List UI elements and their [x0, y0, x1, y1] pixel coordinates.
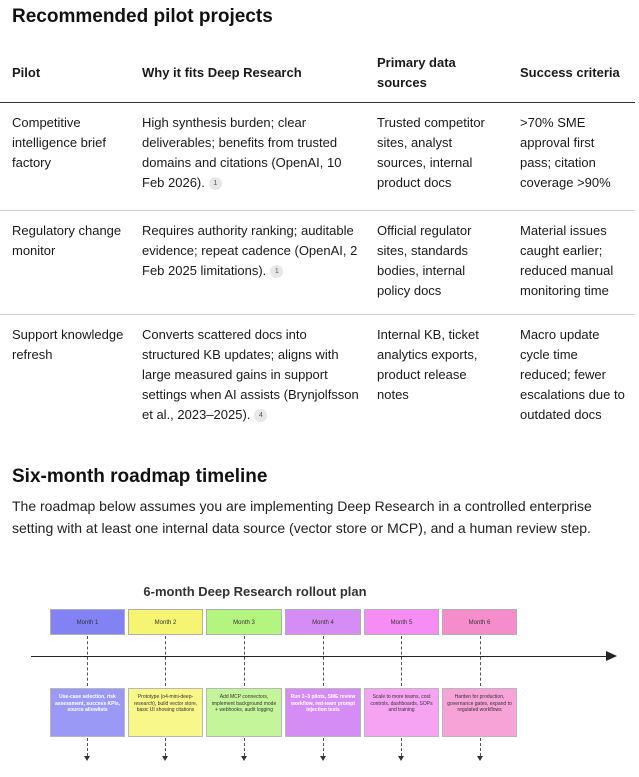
- month-2-box: Month 2: [128, 609, 203, 635]
- pilot-cell: Support knowledge refresh: [12, 327, 124, 362]
- table-header-row: [0, 44, 635, 103]
- citation-badge[interactable]: 1: [209, 177, 222, 190]
- table-row: [0, 211, 635, 315]
- pilots-heading: Recommended pilot projects: [12, 6, 273, 27]
- month-1-box: Month 1: [50, 609, 125, 635]
- table-row: [0, 103, 635, 211]
- month-5-detail: Scale to more teams, cost controls, dashboards, SOPs and training: [364, 688, 439, 737]
- month-4-detail: Run 2–3 pilots, SME review workflow, red-team prompt injection tests: [285, 688, 361, 737]
- month-3-box: Month 3: [206, 609, 282, 635]
- month-5-connector: [401, 636, 402, 686]
- criteria-cell: Macro update cycle time reduced; fewer escalations due to outdated docs: [520, 327, 625, 422]
- month-1-arrow-down: [84, 756, 90, 761]
- month-6-arrow-down: [477, 756, 483, 761]
- citation-badge[interactable]: 1: [270, 265, 283, 278]
- month-3-connector: [244, 636, 245, 686]
- month-6-detail: Harden for production, governance gates, expand to regulated workflows: [442, 688, 517, 737]
- why-cell: [130, 315, 365, 441]
- roadmap-heading: Six-month roadmap timeline: [12, 466, 268, 487]
- col-header-criteria: Success criteria: [508, 44, 635, 103]
- table-row: [0, 315, 635, 441]
- month-1-connector: [87, 636, 88, 686]
- timeline-title: 6-month Deep Research rollout plan: [143, 584, 367, 599]
- pilot-cell: Competitive intelligence brief factory: [0, 103, 130, 211]
- month-4-connector: [323, 636, 324, 686]
- roadmap-intro: The roadmap below assumes you are implementing Deep Research in a controlled enterprise setting with at least one internal data source (vector store or MCP), and a human review step.: [12, 498, 592, 536]
- month-6-down-line: [480, 738, 481, 756]
- sources-cell: Trusted competitor sites, analyst sources, internal product docs: [365, 103, 508, 211]
- why-cell: [130, 211, 365, 315]
- month-2-connector: [165, 636, 166, 686]
- month-6-box: Month 6: [442, 609, 517, 635]
- month-1-down-line: [87, 738, 88, 756]
- col-header-sources: Primary data sources: [365, 44, 508, 103]
- month-3-down-line: [244, 738, 245, 756]
- month-1-detail: Use-case selection, risk assessment, success KPIs, source allowlists: [50, 688, 125, 737]
- sources-cell: Official regulator sites, standards bodies, internal policy docs: [365, 211, 508, 315]
- why-text: Requires authority ranking; auditable evidence; repeat cadence (OpenAI, 2 Feb 2025 limitations).: [142, 223, 358, 278]
- month-5-arrow-down: [398, 756, 404, 761]
- timeline-arrowhead: [606, 651, 617, 661]
- timeline-axis: [31, 656, 611, 657]
- col-header-why: Why it fits Deep Research: [130, 44, 365, 103]
- col-header-pilot: Pilot: [0, 44, 130, 103]
- sources-cell: Internal KB, ticket analytics exports, product release notes: [377, 327, 479, 402]
- month-4-down-line: [323, 738, 324, 756]
- month-4-arrow-down: [320, 756, 326, 761]
- month-3-detail: Add MCP connectors, implement background mode + webhooks, audit logging: [206, 688, 282, 737]
- why-text: High synthesis burden; clear deliverables; benefits from trusted domains and citations (OpenAI, 10 Feb 2026).: [142, 115, 342, 190]
- citation-badge[interactable]: 4: [254, 409, 267, 422]
- month-2-detail: Prototype (o4-mini-deep-research), build vector store, basic UI showing citations: [128, 688, 203, 737]
- criteria-cell: Material issues caught earlier; reduced manual monitoring time: [508, 211, 635, 315]
- why-cell: [130, 103, 365, 211]
- why-text: Converts scattered docs into structured KB updates; aligns with large measured gains in support settings when AI assists (Brynjolfsson et al., 2023–2025).: [142, 327, 359, 422]
- month-5-down-line: [401, 738, 402, 756]
- month-5-box: Month 5: [364, 609, 439, 635]
- month-6-connector: [480, 636, 481, 686]
- month-3-arrow-down: [241, 756, 247, 761]
- month-2-down-line: [165, 738, 166, 756]
- pilots-table: [0, 44, 635, 441]
- criteria-cell: >70% SME approval first pass; citation coverage >90%: [508, 103, 635, 211]
- pilot-cell: Regulatory change monitor: [0, 211, 130, 315]
- month-4-box: Month 4: [285, 609, 361, 635]
- month-2-arrow-down: [162, 756, 168, 761]
